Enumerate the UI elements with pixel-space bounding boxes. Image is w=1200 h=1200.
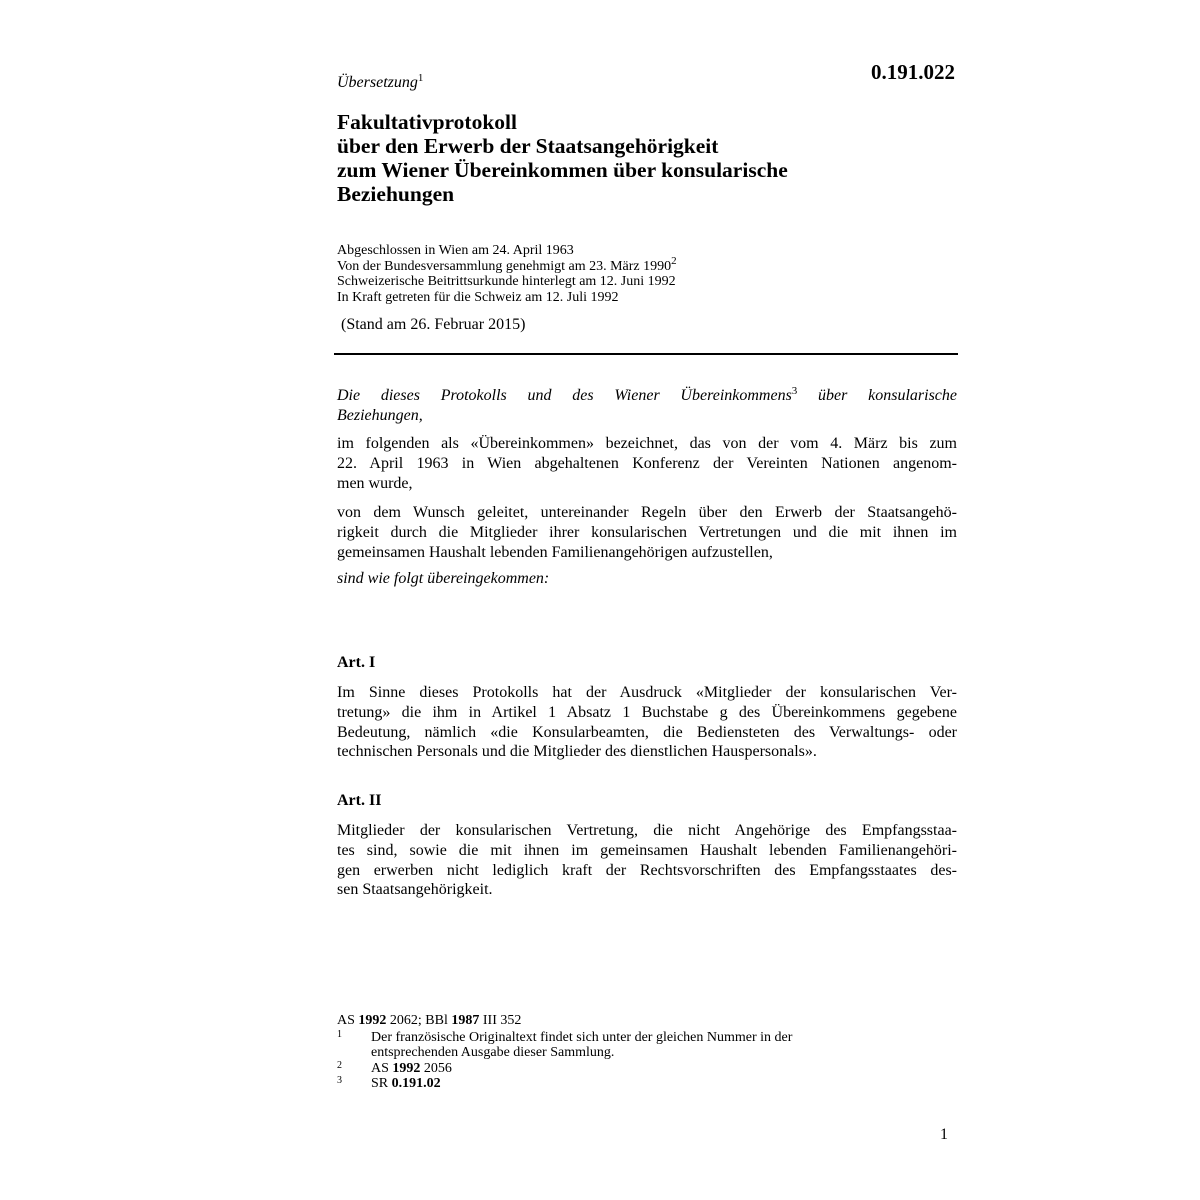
footnote-text [371, 1061, 897, 1077]
footnote-rest: 2056 [420, 1060, 452, 1076]
page-number: 1 [940, 1126, 948, 1143]
paragraph-line: sind wie folgt übereingekommen: [337, 570, 550, 587]
paragraph-line: tretung» die ihm in Artikel 1 Absatz 1 Buchstabe g des Übereinkommens gegebene [337, 703, 957, 721]
source-as-rest: 2062; BBl [386, 1013, 452, 1028]
footnote-number: 2 [337, 1059, 342, 1071]
translation-note [337, 74, 423, 92]
translation-label: Übersetzung [337, 74, 418, 91]
preamble-intro-part2: über konsularische [797, 387, 957, 404]
title-line: über den Erwerb der Staatsangehörigkeit [337, 134, 719, 158]
header-divider [334, 353, 958, 355]
footnote-number: 3 [337, 1075, 342, 1087]
source-reference [337, 1013, 897, 1029]
source-bbl-year: 1987 [451, 1013, 480, 1028]
preamble-paragraph-2 [337, 503, 957, 562]
preamble-intro-line: Beziehungen, [337, 406, 423, 424]
approved-text: Von der Bundesversammlung genehmigt am 23. März 1990 [337, 258, 672, 274]
footnote-text: entsprechenden Ausgabe dieser Sammlung. [371, 1045, 615, 1061]
footnote-ref-2[interactable]: 2 [671, 254, 677, 267]
status-date: (Stand am 26. Februar 2015) [341, 316, 526, 333]
in-force-line: In Kraft getreten für die Schweiz am 12. Juli 1992 [337, 289, 619, 305]
footnote-prefix: AS [371, 1060, 393, 1076]
concluded-line: Abgeschlossen in Wien am 24. April 1963 [337, 243, 574, 258]
preamble-paragraph-1 [337, 434, 957, 493]
source-bbl-rest: III 352 [479, 1013, 522, 1028]
approved-line [337, 254, 677, 275]
document-title [337, 110, 957, 206]
paragraph-line: von dem Wunsch geleitet, untereinander Regeln über den Erwerb der Staatsangehö- [337, 504, 957, 521]
paragraph-line: tes sind, sowie die mit ihnen im gemeinsamen Haushalt lebenden Familienangehöri- [337, 841, 957, 859]
paragraph-line: Mitglieder der konsularischen Vertretung, die nicht Angehörige des Empfangsstaa- [337, 822, 957, 839]
paragraph-line: men wurde, [337, 474, 413, 492]
footnote-bold: 0.191.02 [391, 1076, 441, 1092]
footnote-ref-1[interactable]: 1 [417, 72, 424, 84]
footnote-2 [337, 1061, 897, 1077]
preamble-closing [337, 569, 957, 589]
title-line: Fakultativprotokoll [337, 110, 517, 134]
preamble-intro-line [337, 386, 957, 406]
footnote-3 [337, 1076, 897, 1092]
footnote-text: Der französische Originaltext findet sich unter der gleichen Nummer in der [371, 1029, 793, 1045]
title-line: Beziehungen [337, 182, 455, 206]
footnote-bold: 1992 [392, 1060, 421, 1076]
paragraph-line: rigkeit durch die Mitglieder ihrer konsularischen Vertretungen und die mit ihnen im [337, 523, 957, 541]
document-number: 0.191.022 [871, 60, 955, 84]
paragraph-line: 22. April 1963 in Wien abgehaltenen Konferenz der Vereinten Nationen angenom- [337, 454, 957, 472]
article-1-text [337, 683, 957, 762]
preamble-intro-part1: Die dieses Protokolls und des Wiener Übereinkommens [337, 387, 792, 404]
footnote-ref-3[interactable]: 3 [791, 385, 798, 397]
paragraph-line: sen Staatsangehörigkeit. [337, 881, 493, 899]
paragraph-line: im folgenden als «Übereinkommen» bezeichnet, das von der vom 4. März bis zum [337, 435, 957, 452]
footnote-number: 1 [337, 1028, 342, 1040]
footnotes-section [337, 1013, 897, 1092]
paragraph-line: technischen Personals und die Mitglieder des dienstlichen Hauspersonals». [337, 743, 817, 761]
paragraph-line: Bedeutung, nämlich «die Konsularbeamten, die Bediensteten des Verwaltungs- oder [337, 723, 957, 741]
title-line: zum Wiener Übereinkommen über konsularische [337, 158, 788, 182]
footnote-text [371, 1076, 897, 1092]
footnote-1 [337, 1030, 897, 1061]
paragraph-line: gen erwerben nicht lediglich kraft der Rechtsvorschriften des Empfangsstaates des- [337, 861, 957, 879]
enactment-details [337, 243, 677, 305]
accession-line: Schweizerische Beitrittsurkunde hinterlegt am 12. Juni 1992 [337, 274, 676, 290]
footnote-prefix: SR [371, 1076, 392, 1092]
article-1-heading: Art. I [337, 654, 376, 671]
article-2-text [337, 821, 957, 900]
source-as-prefix: AS [337, 1013, 359, 1028]
preamble-intro [337, 386, 957, 426]
paragraph-line: gemeinsamen Haushalt lebenden Familienangehörigen aufzustellen, [337, 543, 773, 561]
paragraph-line: Im Sinne dieses Protokolls hat der Ausdruck «Mitglieder der konsularischen Ver- [337, 684, 957, 701]
source-as-year: 1992 [358, 1013, 387, 1028]
article-2-heading: Art. II [337, 792, 382, 809]
